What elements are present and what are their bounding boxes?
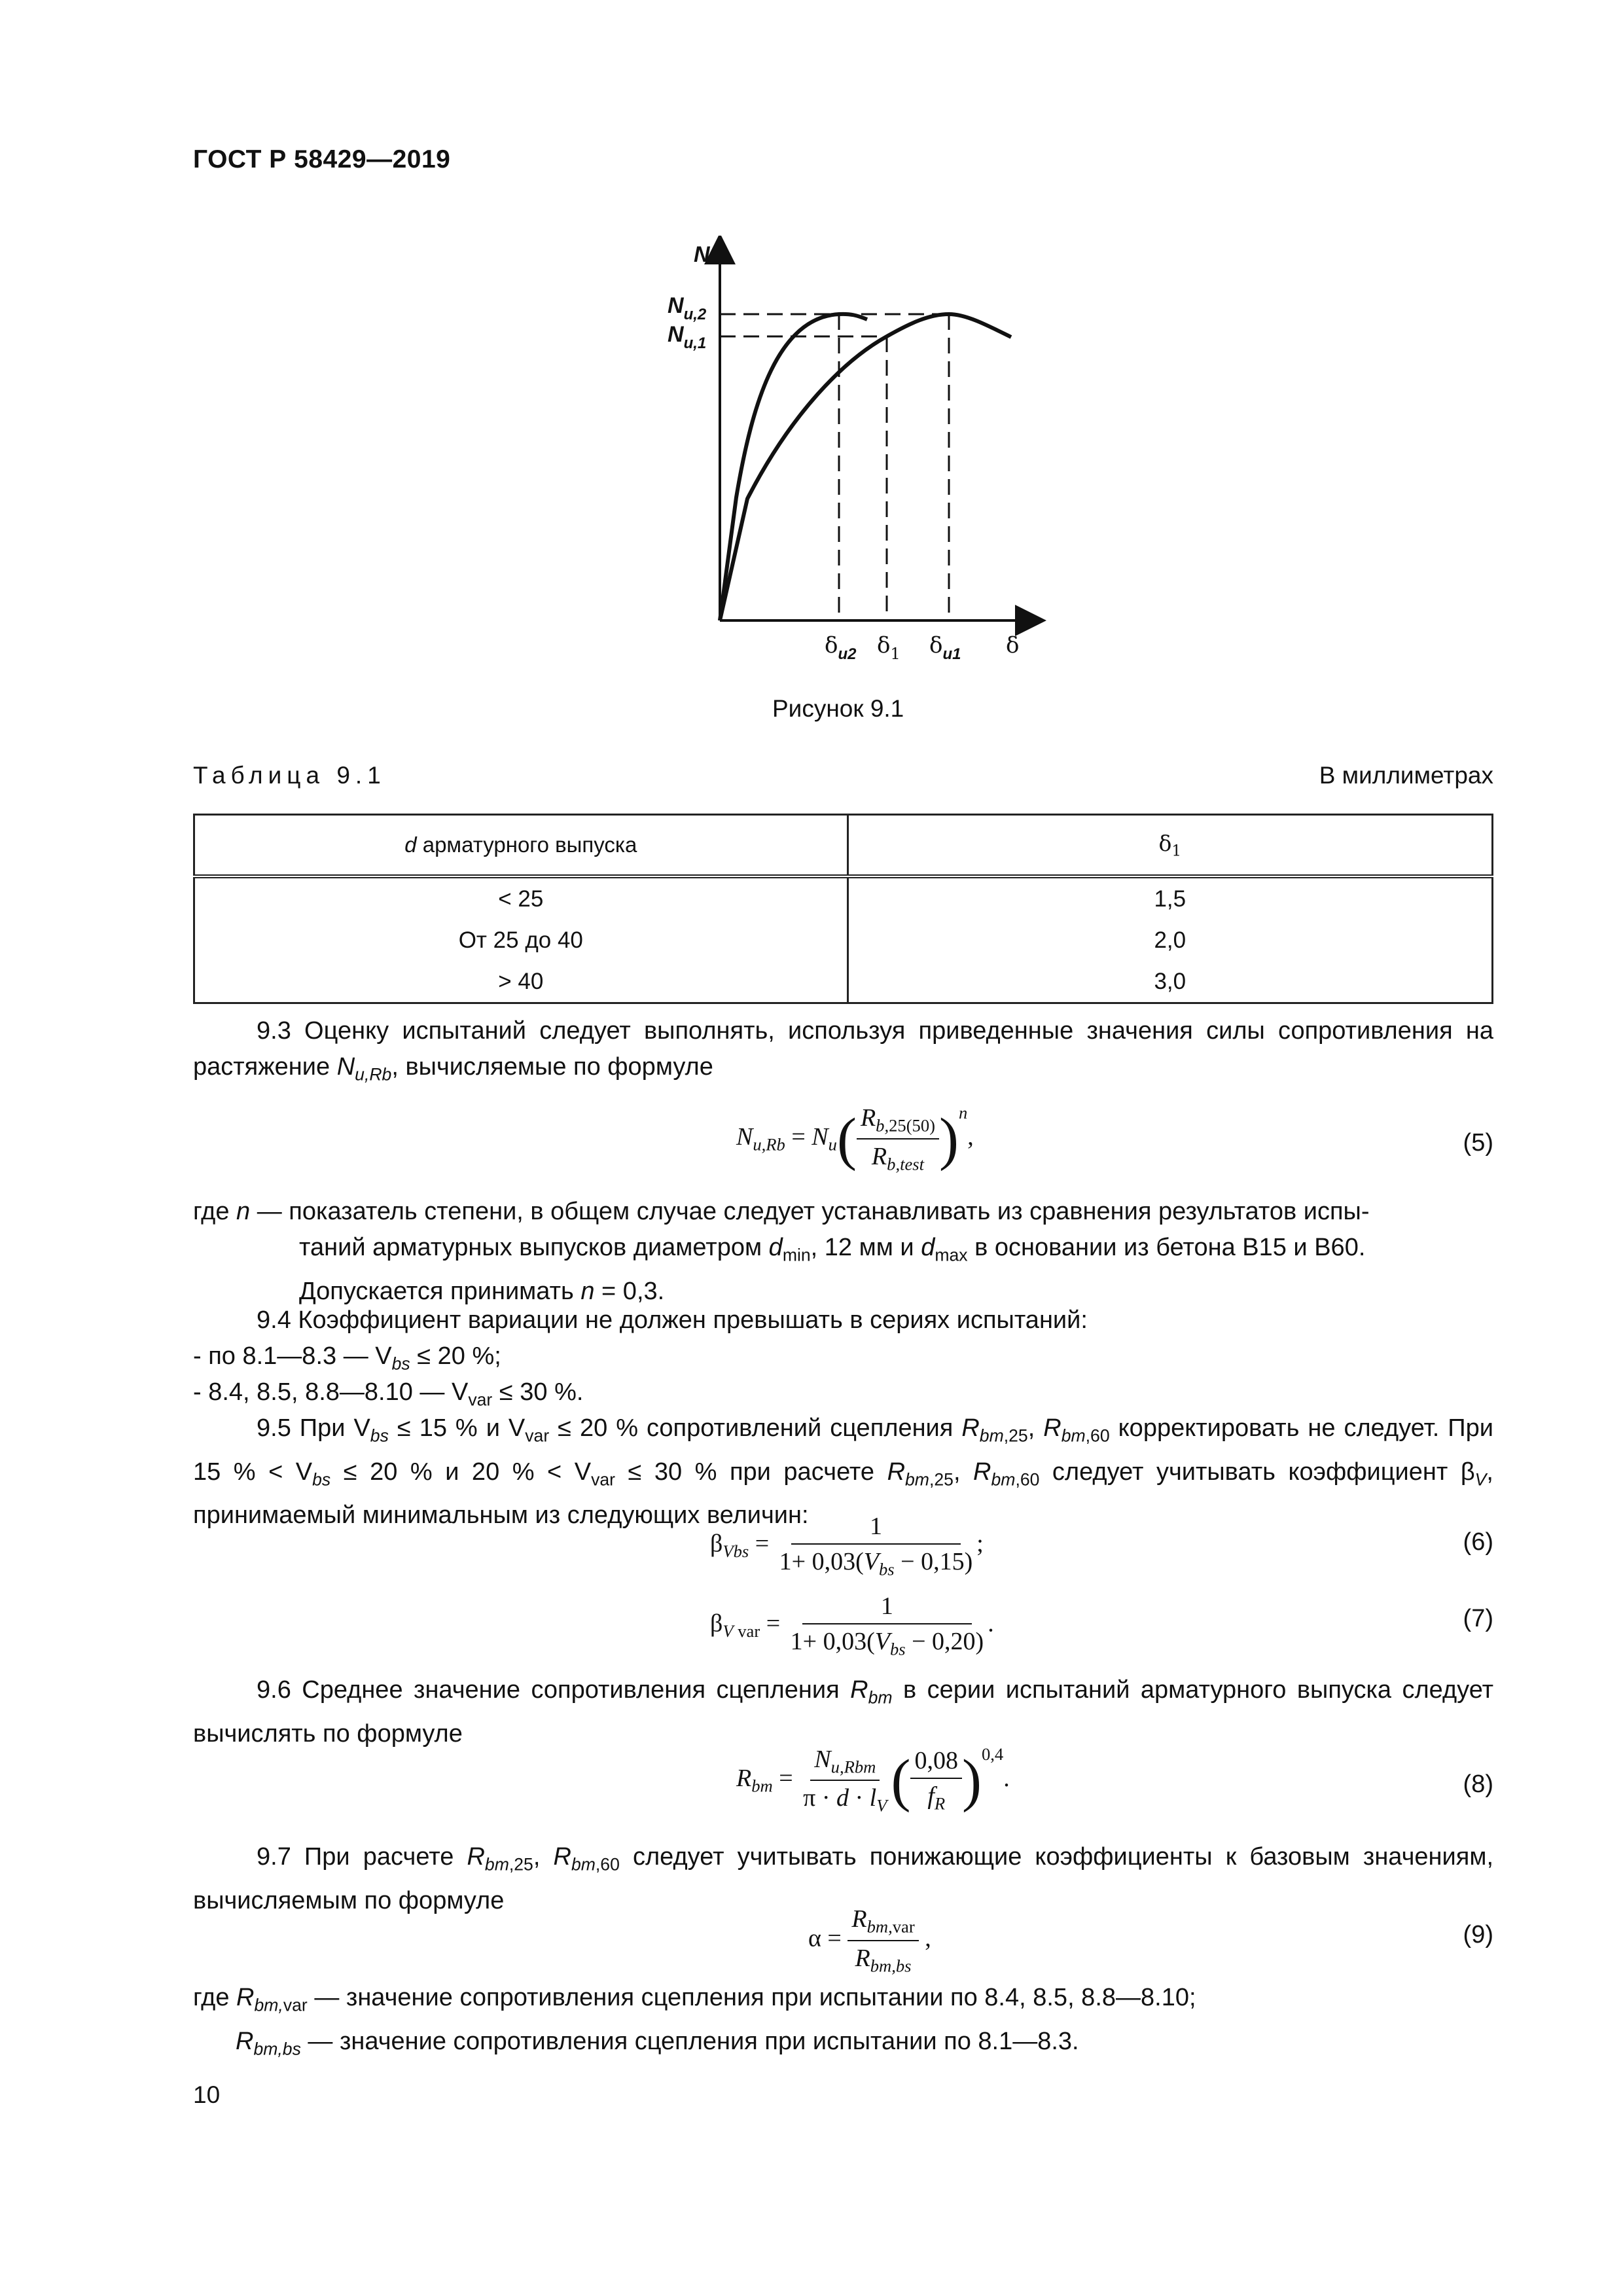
paragraph-where-rbm: где $R_{bm,var}$ — значение сопротивления сцепления при испытании по 8.4, 8.5, 8.8—8.10; $R_{bm,bs}$ — значение сопротивления сцепления при испытании по 8.1—8.3. xyxy=(193,1984,1196,2059)
axis-label-n: N xyxy=(694,242,710,267)
formula-7: $\beta_V$ $_{var}$ = $\frac{1}{1+ 0,03(V_{bs} - 0,20)}$ . xyxy=(710,1592,994,1659)
table-title: Таблица 9.1 xyxy=(193,762,386,789)
label-nu2: $N_{u,2}$ xyxy=(668,293,707,323)
formula-5: $N_{u,Rb} = N_u$( $\frac{R_{b,25(50)}}{R_{b,test}}$ )$^n$, xyxy=(736,1103,974,1174)
list-item: - 8.4, 8.5, 8.8—8.10 — $V_{var} \le 30$ %. xyxy=(193,1378,584,1410)
table-row: От 25 до 40 2,0 xyxy=(194,920,1493,961)
table-header-row xyxy=(194,815,1493,877)
table-row: > 40 3,0 xyxy=(194,961,1493,1003)
formula-6: $\beta_{Vbs}$ = $\frac{1}{1+ 0,03(V_{bs} - 0,15)}$ ; xyxy=(710,1513,984,1579)
label-delta-u1: $\delta_{u1}$ xyxy=(929,632,961,663)
page-number: 10 xyxy=(193,2081,221,2108)
label-delta: δ xyxy=(1006,632,1020,658)
formula-6-number: (6) xyxy=(1463,1528,1493,1556)
document-header: ГОСТ Р 58429—2019 xyxy=(193,145,451,173)
dashed-guides xyxy=(720,314,949,620)
formula-9-number: (9) xyxy=(1463,1921,1493,1948)
label-delta-u2: $\delta_{u2}$ xyxy=(825,632,857,663)
paragraph-9-3: 9.3 Оценку испытаний следует выполнять, используя приведенные значения силы сопротивления на растяжение $N_{u,Rb}$, вычисляемые по формуле xyxy=(193,1017,1493,1085)
list-item: - по 8.1—8.3 — $V_{bs} \le 20$ %; xyxy=(193,1342,501,1374)
paragraph-9-7: 9.7 При расчете $R_{bm,25}$, $R_{bm,60}$ следует учитывать понижающие коэффициенты к базовым значениям, вычисляемым по формуле xyxy=(193,1843,1494,1914)
formula-5-number: (5) xyxy=(1463,1129,1493,1157)
paragraph-9-5: 9.5 При $V_{bs} \le 15$ % и $V_{var} \le 20$ % сопротивлений сцепления $R_{bm,25}$, $R_{bm,60}$ корректировать не следует. При 15 % < $V_{bs} \le 20$ % и 20 % < $V_{var} \le 30$ % при расчете $R_{bm,25}$, $R_{bm,60}$ следует учитывать коэффициент $\beta_V$, принимаемый минимальным из следующих величин: xyxy=(193,1414,1493,1530)
col-header-d: d арматурного выпуска xyxy=(194,815,848,877)
label-delta-1: $\delta_1$ xyxy=(877,632,901,663)
paragraph-9-6: 9.6 Среднее значение сопротивления сцепления $R_{bm}$ в серии испытаний арматурного выпуска следует вычислять по формуле xyxy=(193,1676,1494,1748)
formula-8: $R_{bm}$ = $\frac{N_{u,Rbm}}{\pi \cdot d \cdot l_V}$ ( $\frac{0,08}{f_R}$ )$^{0,4}$. xyxy=(736,1744,1010,1816)
curve-nu1 xyxy=(720,314,1011,620)
paragraph-9-4: 9.4 Коэффициент вариации не должен превышать в сериях испытаний: xyxy=(257,1306,1088,1334)
paragraph-where-n: где n — показатель степени, в общем случае следует устанавливать из сравнения результатов испы- таний арматурных выпусков диаметром $d_{min}$, 12 мм и $d_{max}$ в основании из бетона В15 и В60. Допускается принимать n = 0,3. xyxy=(193,1198,1370,1305)
table-9-1 xyxy=(193,814,1493,1004)
figure-graph xyxy=(628,236,1047,668)
formula-7-number: (7) xyxy=(1463,1605,1493,1632)
formula-9: α = $\frac{R_{bm,var}}{R_{bm,bs}}$ , xyxy=(808,1905,931,1976)
formula-8-number: (8) xyxy=(1463,1770,1493,1798)
figure-caption: Рисунок 9.1 xyxy=(772,695,904,722)
table-unit: В миллиметрах xyxy=(1319,762,1493,789)
table-row: < 25 1,5 xyxy=(194,876,1493,920)
col-header-delta: $\delta_1$ xyxy=(847,815,1492,877)
label-nu1: $N_{u,1}$ xyxy=(668,322,707,352)
curve-nu2 xyxy=(720,314,867,620)
